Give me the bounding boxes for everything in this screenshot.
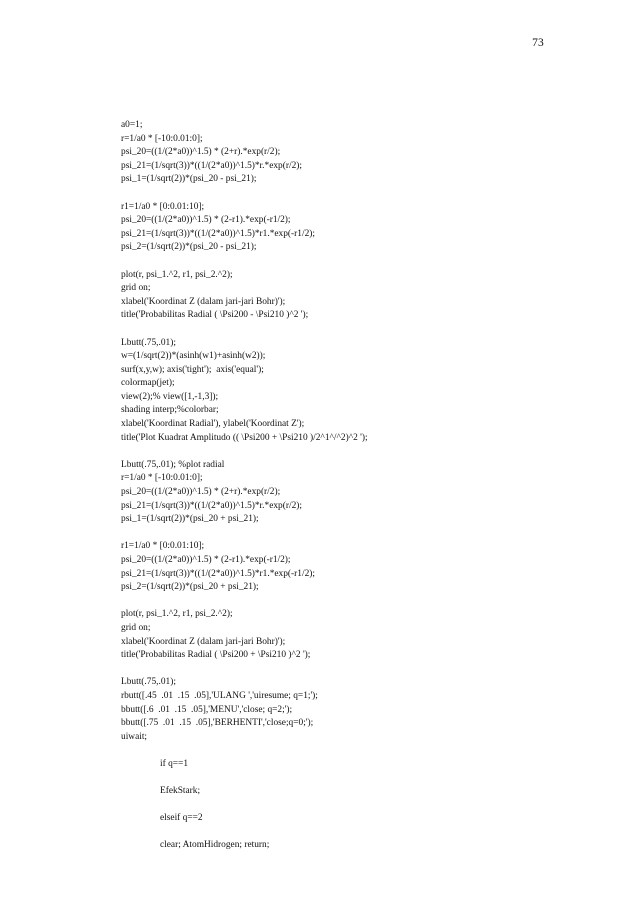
code-line: grid on; xyxy=(121,622,151,633)
code-line: rbutt([.45 .01 .15 .05],'ULANG ','uiresume; q=1;'); xyxy=(121,690,318,701)
code-line: psi_1=(1/sqrt(2))*(psi_20 + psi_21); xyxy=(121,514,259,525)
code-line: xlabel('Koordinat Z (dalam jari-jari Bohr)'); xyxy=(121,296,286,307)
code-line: a0=1; xyxy=(121,120,143,130)
blank-line xyxy=(121,323,561,337)
page-number: 73 xyxy=(532,37,544,49)
code-block-7 xyxy=(121,608,561,662)
code-line-indented: if q==1 xyxy=(160,758,189,769)
code-line: psi_21=(1/sqrt(3))*((1/(2*a0))^1.5)*r1.*exp(-r1/2); xyxy=(121,228,316,239)
blank-line xyxy=(121,663,561,677)
code-block-1 xyxy=(121,119,561,187)
code-line: xlabel('Koordinat Z (dalam jari-jari Bohr)'); xyxy=(121,636,286,647)
code-line: xlabel('Koordinat Radial'), ylabel('Koordinat Z'); xyxy=(121,419,305,430)
blank-line xyxy=(121,826,561,840)
code-line: view(2);% view([1,-1,3]); xyxy=(121,391,219,402)
code-line: r=1/a0 * [-10:0.01:0]; xyxy=(121,133,203,144)
code-line: plot(r, psi_1.^2, r1, psi_2.^2); xyxy=(121,269,233,280)
code-line: Lbutt(.75,.01); xyxy=(121,337,176,348)
code-line: Lbutt(.75,.01); %plot radial xyxy=(121,459,225,470)
code-line: psi_20=((1/(2*a0))^1.5) * (2+r).*exp(r/2); xyxy=(121,147,281,158)
code-line: Lbutt(.75,.01); xyxy=(121,677,176,688)
code-line: plot(r, psi_1.^2, r1, psi_2.^2); xyxy=(121,609,233,620)
code-line-indented: elseif q==2 xyxy=(160,813,203,824)
code-line: surf(x,y,w); axis('tight'); axis('equal'); xyxy=(121,364,264,375)
code-line: psi_1=(1/sqrt(2))*(psi_20 - psi_21); xyxy=(121,174,257,185)
blank-line xyxy=(121,595,561,609)
code-line: psi_20=((1/(2*a0))^1.5) * (2-r1).*exp(-r1/2); xyxy=(121,555,291,565)
code-line: bbutt([.75 .01 .15 .05],'BERHENTI','close;q=0;'); xyxy=(121,718,314,729)
code-line: psi_21=(1/sqrt(3))*((1/(2*a0))^1.5)*r.*exp(r/2); xyxy=(121,500,302,511)
blank-line xyxy=(121,255,561,269)
code-block-8 xyxy=(121,676,561,744)
code-block-2 xyxy=(121,201,561,255)
code-line: r=1/a0 * [-10:0.01:0]; xyxy=(121,473,203,484)
code-line: grid on; xyxy=(121,283,151,294)
code-line-indented: EfekStark; xyxy=(160,786,201,797)
code-line: psi_21=(1/sqrt(3))*((1/(2*a0))^1.5)*r1.*exp(-r1/2); xyxy=(121,568,316,579)
code-line: w=(1/sqrt(2))*(asinh(w1)+asinh(w2)); xyxy=(121,351,266,362)
code-line: psi_21=(1/sqrt(3))*((1/(2*a0))^1.5)*r.*exp(r/2); xyxy=(121,160,302,171)
blank-line xyxy=(121,445,561,459)
blank-line xyxy=(121,799,561,813)
code-block-6 xyxy=(121,540,561,594)
code-line: uiwait; xyxy=(121,731,148,742)
code-line: colormap(jet); xyxy=(121,378,175,389)
code-block-5 xyxy=(121,459,561,527)
code-line: psi_2=(1/sqrt(2))*(psi_20 + psi_21); xyxy=(121,582,259,593)
code-line: psi_2=(1/sqrt(2))*(psi_20 - psi_21); xyxy=(121,242,257,253)
code-line-indented: clear; AtomHidrogen; return; xyxy=(160,840,270,851)
code-listing xyxy=(121,119,561,853)
code-line: title('Probabilitas Radial ( \Psi200 - \Psi210 )^2 '); xyxy=(121,310,309,321)
code-line: title('Probabilitas Radial ( \Psi200 + \Psi210 )^2 '); xyxy=(121,650,311,661)
code-line: title('Plot Kuadrat Amplitudo (( \Psi200 + \Psi210 )/2^1^/^2)^2 '); xyxy=(121,432,368,443)
code-line: psi_20=((1/(2*a0))^1.5) * (2+r).*exp(r/2); xyxy=(121,487,281,498)
code-block-3 xyxy=(121,269,561,323)
code-block-4 xyxy=(121,337,561,446)
code-line: shading interp;%colorbar; xyxy=(121,405,219,416)
blank-line xyxy=(121,187,561,201)
code-line: psi_20=((1/(2*a0))^1.5) * (2-r1).*exp(-r1/2); xyxy=(121,215,291,226)
code-line: r1=1/a0 * [0:0.01:10]; xyxy=(121,541,205,552)
code-line: r1=1/a0 * [0:0.01:10]; xyxy=(121,201,205,212)
blank-line xyxy=(121,527,561,541)
code-line: bbutt([.6 .01 .15 .05],'MENU','close; q=2;'); xyxy=(121,704,293,715)
blank-line xyxy=(121,744,561,758)
blank-line xyxy=(121,772,561,786)
